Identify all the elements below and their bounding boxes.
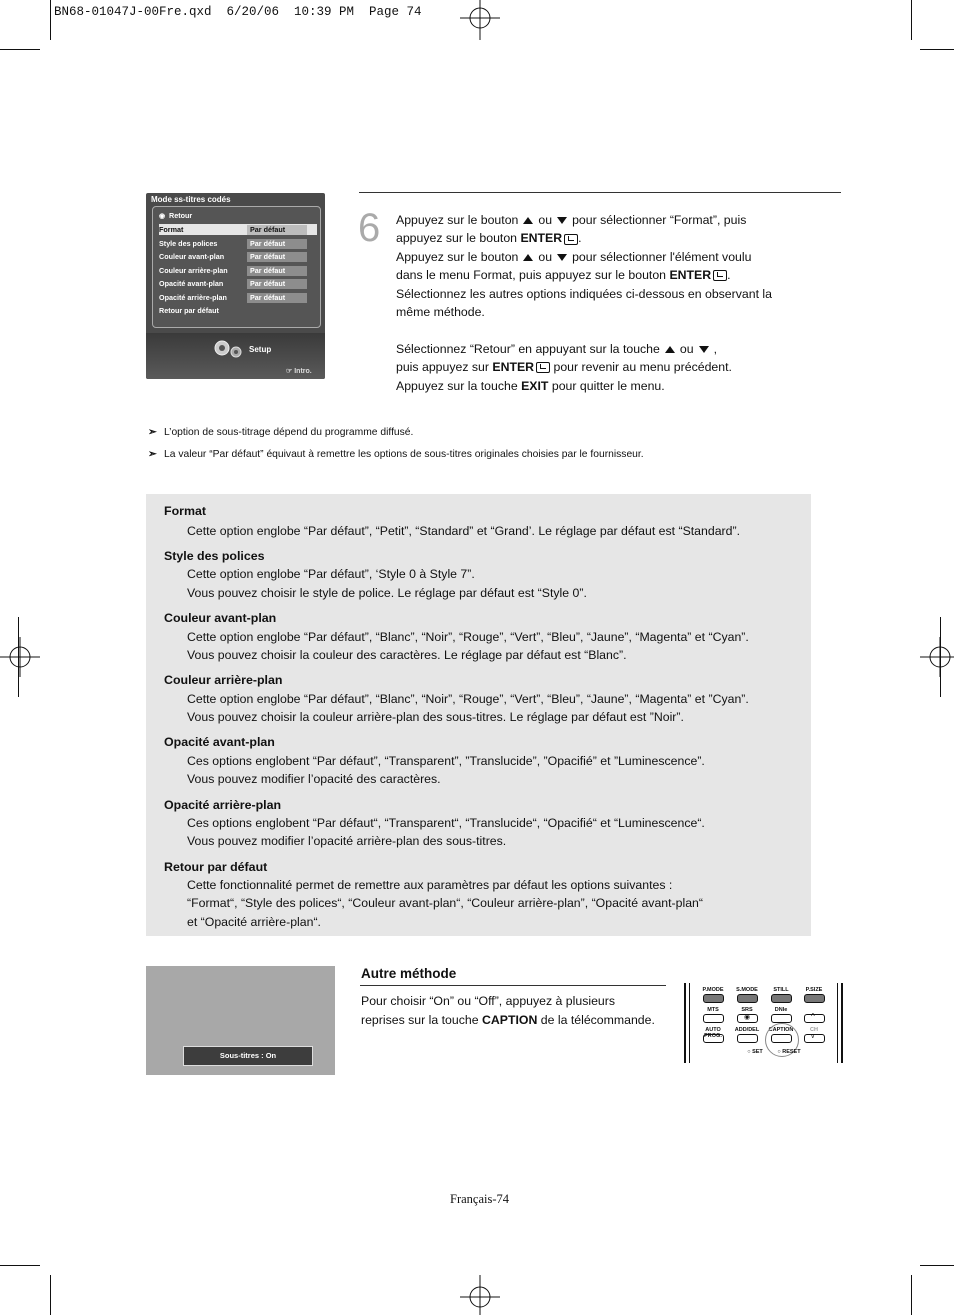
smode-button[interactable] [737,994,758,1003]
note-arrow-icon: ➣ [148,449,157,460]
ch-down-button[interactable] [804,1034,825,1043]
alt-method-title: Autre méthode [361,966,457,981]
osd-intro-text: Intro. [294,368,312,375]
alt-method-line: reprises sur la touche [361,1013,479,1027]
option-heading: Style des polices [164,549,265,563]
osd-row-value: Par défaut [247,266,307,276]
alt-method-text [361,992,681,1030]
print-header: BN68-01047J-00Fre.qxd 6/20/06 10:39 PM Page 74 [54,5,422,19]
osd-back-row[interactable] [159,210,317,221]
crop-mark [50,1275,51,1315]
registration-mark-top [460,0,500,40]
osd-row-value: Par défaut [247,279,307,289]
option-description: Vous pouvez choisir le style de police. Le réglage par défaut est “Style 0”. [187,586,587,600]
remote-label: P.SIZE [805,987,823,993]
step-text: pour revenir au menu précédent. [553,360,732,375]
option-heading: Couleur avant-plan [164,611,277,625]
remote-set: ○ SET [747,1049,763,1055]
option-description: Vous pouvez modifier l’opacité des caractères. [187,772,441,786]
step-text: Appuyez sur la touche [396,378,518,393]
osd-row-label: Style des polices [159,239,218,248]
crop-mark [911,0,912,40]
step-text: ou [679,341,694,356]
remote-label: RESET [782,1049,801,1055]
hand-icon: ☞ [286,368,293,375]
down-arrow-icon [557,217,567,224]
osd-row-reset[interactable] [159,305,317,316]
registration-mark-right [920,637,954,677]
crop-mark [0,49,40,50]
step-paragraph [396,211,826,248]
add-del-button[interactable] [737,1034,758,1043]
crop-mark [911,1275,912,1315]
option-heading: Opacité arrière-plan [164,798,282,812]
option-description: Cette option englobe “Par défaut”, “Blanc”, “Noir”, “Rouge”, “Vert”, “Bleu”, “Jaune”, “Magenta” et ”Cyan”. [187,692,749,706]
remote-reset: ○ RESET [777,1049,801,1055]
osd-title: Mode ss-titres codés [151,195,231,204]
osd-row-style[interactable] [159,238,317,249]
up-arrow-icon [523,217,533,224]
step-instructions [396,211,826,395]
remote-label: DNIe [774,1007,788,1013]
step-text: ou [538,213,553,227]
option-description: Cette option englobe “Par défaut”, “Petit”, “Standard” et “Grand’. Le réglage par défaut est “Standard”. [187,524,740,538]
option-heading: Couleur arrière-plan [164,673,283,687]
osd-caption-menu [146,193,325,379]
osd-row-bg-opacity[interactable] [159,292,317,303]
registration-mark-bottom [460,1275,500,1315]
crop-mark [920,49,954,50]
enter-key-label: ENTER [520,231,563,246]
page-number: Français-74 [450,1192,510,1206]
step-paragraph [396,248,826,285]
option-heading: Retour par défaut [164,860,268,874]
enter-key-label: ENTER [492,360,535,375]
still-button[interactable] [771,994,792,1003]
osd-row-value: Par défaut [247,239,307,249]
remote-edge [837,983,838,1063]
remote-label: STILL [773,987,789,993]
osd-back-label: Retour [169,211,193,220]
remote-label: SET [752,1049,763,1055]
note-text: L’option de sous-titrage dépend du programme diffusé. [164,427,414,438]
osd-row-value: Par défaut [247,252,307,262]
remote-edge [841,983,843,1063]
options-box [146,494,811,936]
step-text: Appuyez sur le bouton [396,213,519,227]
crop-mark [0,1265,40,1266]
step-text: puis appuyez sur [396,360,489,375]
option-description: Vous pouvez choisir la couleur arrière-plan des sous-titres. Le réglage par défaut est ”Noir”. [187,710,684,724]
note-arrow-icon: ➣ [148,427,157,438]
osd-row-fg-opacity[interactable] [159,278,317,289]
alt-method-rule [360,985,666,986]
osd-setup-label: Setup [249,345,272,354]
remote-label: ADD/DEL [734,1027,760,1033]
step-text: . [727,268,731,283]
step-paragraph [396,285,826,322]
crop-mark [920,1265,954,1266]
remote-label: CAPTION [768,1027,794,1033]
caption-status-bar: Sous-titres : On [183,1046,313,1066]
registration-mark-left [0,637,40,677]
step-text: même méthode. [396,305,485,320]
step-paragraph [396,340,826,395]
note [148,426,413,438]
option-description: Cette fonctionnalité permet de remettre aux paramètres par défaut les options suivantes : [187,878,673,892]
step-text: . [578,231,582,246]
step-text: appuyez sur le bouton [396,231,518,246]
enter-icon [713,270,727,281]
note-text: La valeur “Par défaut” équivaut à remettre les options de sous-titres originales choisies par le fournisseur. [164,449,644,460]
remote-label: CH [810,1027,818,1033]
option-description: et “Opacité arrière-plan“. [187,915,321,929]
osd-back-icon: ◉ [159,211,166,220]
gear-icon [210,338,246,360]
step-number: 6 [358,206,381,250]
srs-button[interactable] [737,1014,758,1023]
option-description: Ces options englobent “Par défaut”, “Transparent”, ”Translucide”, ”Opacifié” et ”Luminescence”. [187,754,705,768]
exit-key-label: EXIT [521,378,549,393]
enter-icon [564,234,578,245]
crop-mark [50,0,51,40]
auto-prog-button[interactable] [703,1034,724,1043]
option-description: Ces options englobent “Par défaut“, “Transparent“, “Translucide“, “Opacifié“ et “Luminescence“. [187,816,705,830]
eye-icon: ◉ [744,1014,751,1021]
option-heading: Format [164,504,206,518]
step-text: dans le menu Format, puis appuyez sur le bouton [396,268,667,283]
option-description: Cette option englobe “Par défaut”, “Blanc”, “Noir”, “Rouge”, “Vert”, “Bleu”, “Jaune”, “Magenta” et “Cyan”. [187,630,749,644]
pmode-button[interactable] [703,994,724,1003]
alt-method-line: Pour choisir “On” ou “Off”, appuyez à plusieurs [361,994,616,1008]
option-description: Cette option englobe “Par défaut”, ‘Style 0 à Style 7”. [187,567,475,581]
osd-row-value: Par défaut [247,225,307,235]
chevron-up-icon: ^ [811,1012,815,1021]
up-arrow-icon [523,254,533,261]
option-description: Vous pouvez choisir la couleur des caractères. Le réglage par défaut est “Blanc”. [187,648,627,662]
step-text: Sélectionnez “Retour” en appuyant sur la touche [396,341,660,356]
ch-up-button[interactable] [804,1014,825,1023]
remote-label: P.MODE [702,987,724,993]
psize-button[interactable] [804,994,825,1003]
option-description: “Format“, “Style des polices“, “Couleur avant-plan“, “Couleur arrière-plan”, “Opacité avant-plan“ [187,896,703,910]
remote-label: S.MODE [736,987,758,993]
chevron-down-icon: v [811,1033,815,1040]
step-text: , [713,341,717,356]
osd-row-fg-color[interactable] [159,251,317,262]
osd-row-label: Couleur arrière-plan [159,266,228,275]
enter-icon [536,362,550,373]
down-arrow-icon [699,346,709,353]
step-rule [359,192,841,193]
step-text: pour quitter le menu. [551,378,665,393]
up-arrow-icon [665,346,675,353]
down-arrow-icon [557,254,567,261]
osd-row-label: Format [159,225,184,234]
remote-edge [684,983,686,1063]
mts-button[interactable] [703,1014,724,1023]
osd-row-format[interactable] [159,224,317,235]
remote-label: MTS [707,1007,719,1013]
remote-edge [689,983,690,1063]
osd-menu-panel [152,206,321,328]
option-description: Vous pouvez modifier l’opacité arrière-plan des sous-titres. [187,834,507,848]
osd-row-value: Par défaut [247,293,307,303]
osd-intro-label [286,367,312,375]
step-text: Sélectionnez les autres options indiquées ci-dessous en observant la [396,286,772,301]
remote-control-illustration [684,983,843,1063]
remote-label: SRS [741,1007,753,1013]
osd-row-label: Couleur avant-plan [159,252,225,261]
caption-key-label: CAPTION [481,1013,538,1027]
caption-osd-screen [146,966,335,1075]
step-text: ou [538,249,553,264]
enter-key-label: ENTER [669,268,712,283]
option-heading: Opacité avant-plan [164,735,275,749]
step-text: Appuyez sur le bouton [396,249,519,264]
osd-row-label: Opacité arrière-plan [159,293,227,302]
step-text: pour sélectionner “Format”, puis [572,213,747,227]
note [148,448,644,460]
osd-row-bg-color[interactable] [159,265,317,276]
step-text: pour sélectionner l'élément voulu [572,249,752,264]
dnie-button[interactable] [771,1014,792,1023]
remote-label: AUTO PROG. [704,1027,722,1039]
alt-method-line: de la télécommande. [540,1013,655,1027]
osd-row-label: Retour par défaut [159,306,219,315]
osd-row-label: Opacité avant-plan [159,279,224,288]
